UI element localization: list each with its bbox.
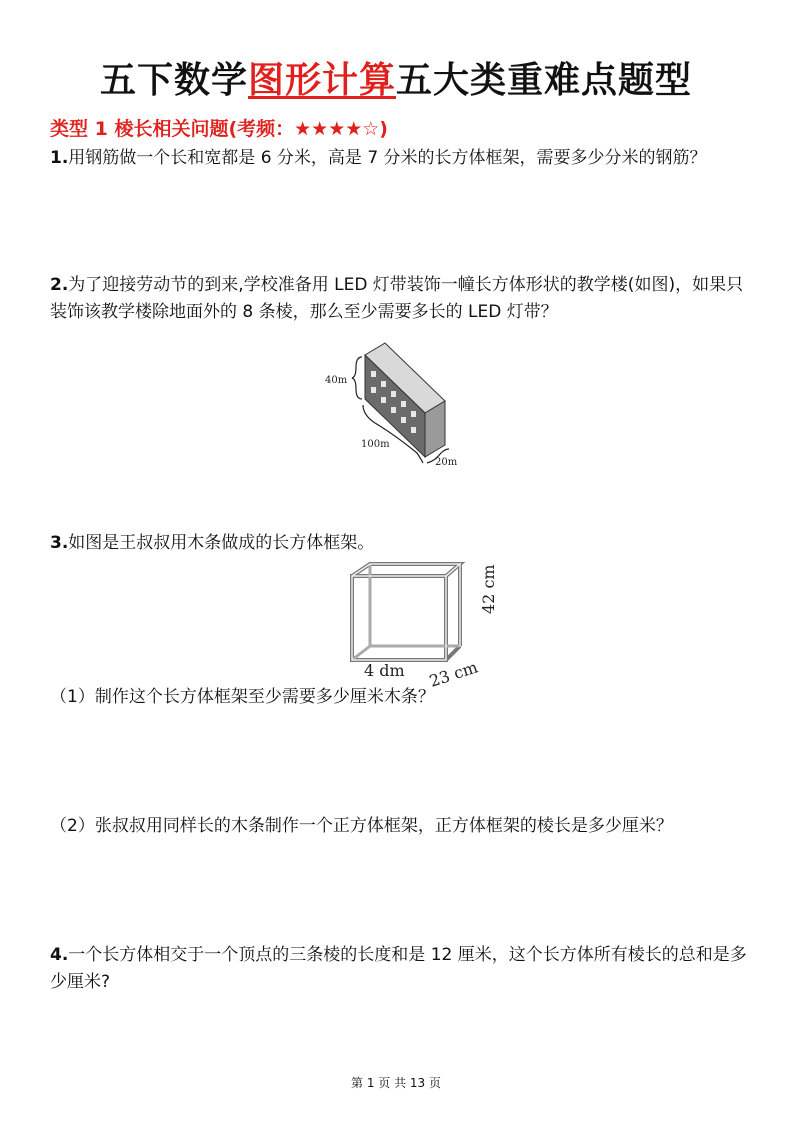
question-number: 4. bbox=[50, 945, 69, 965]
title-highlight: 图形计算 bbox=[247, 60, 396, 101]
question-4 bbox=[50, 942, 750, 996]
question-2 bbox=[50, 272, 750, 326]
question-number: 1. bbox=[50, 148, 69, 168]
question-text: 用钢筋做一个长和宽都是 6 分米，高是 7 分米的长方体框架，需要多少分米的钢筋？ bbox=[68, 148, 707, 168]
frame-height-label: 42 cm bbox=[479, 564, 498, 614]
width-label: 20m bbox=[435, 457, 458, 468]
height-brace bbox=[352, 357, 362, 399]
title-before: 五下数学 bbox=[99, 60, 248, 101]
page-footer: 第 1 页 共 13 页 bbox=[351, 1076, 441, 1090]
section-heading: 类型 1 棱长相关问题(考频：★★★★☆) bbox=[50, 118, 388, 140]
question-text: 为了迎接劳动节的到来,学校准备用 LED 灯带装饰一幢长方体形状的教学楼(如图)，如果只装饰该教学楼除地面外的 8 条棱，那么至少需要多长的 LED 灯带？ bbox=[50, 275, 744, 322]
question-number: 3. bbox=[50, 533, 69, 553]
question-1 bbox=[50, 145, 750, 172]
cuboid-frame-figure bbox=[340, 556, 498, 691]
length-label: 100m bbox=[361, 439, 390, 450]
frame-edges bbox=[352, 564, 460, 660]
question-number: 2. bbox=[50, 275, 69, 295]
title-after: 五大类重难点题型 bbox=[396, 60, 693, 101]
question-3 bbox=[50, 530, 750, 557]
page-title bbox=[0, 52, 792, 103]
question-3-sub-2: （2）张叔叔用同样长的木条制作一个正方体框架，正方体框架的棱长是多少厘米？ bbox=[50, 816, 673, 836]
height-label: 40m bbox=[325, 375, 348, 386]
question-text: 一个长方体相交于一个顶点的三条棱的长度和是 12 厘米，这个长方体所有棱长的总和是多少厘米? bbox=[50, 945, 747, 992]
frame-width-label: 23 cm bbox=[427, 657, 481, 691]
frame-length-label: 4 dm bbox=[364, 661, 405, 680]
question-text: 如图是王叔叔用木条做成的长方体框架。 bbox=[68, 533, 375, 553]
building-figure bbox=[325, 335, 475, 470]
question-3-sub-1: （1）制作这个长方体框架至少需要多少厘米木条？ bbox=[50, 687, 435, 707]
